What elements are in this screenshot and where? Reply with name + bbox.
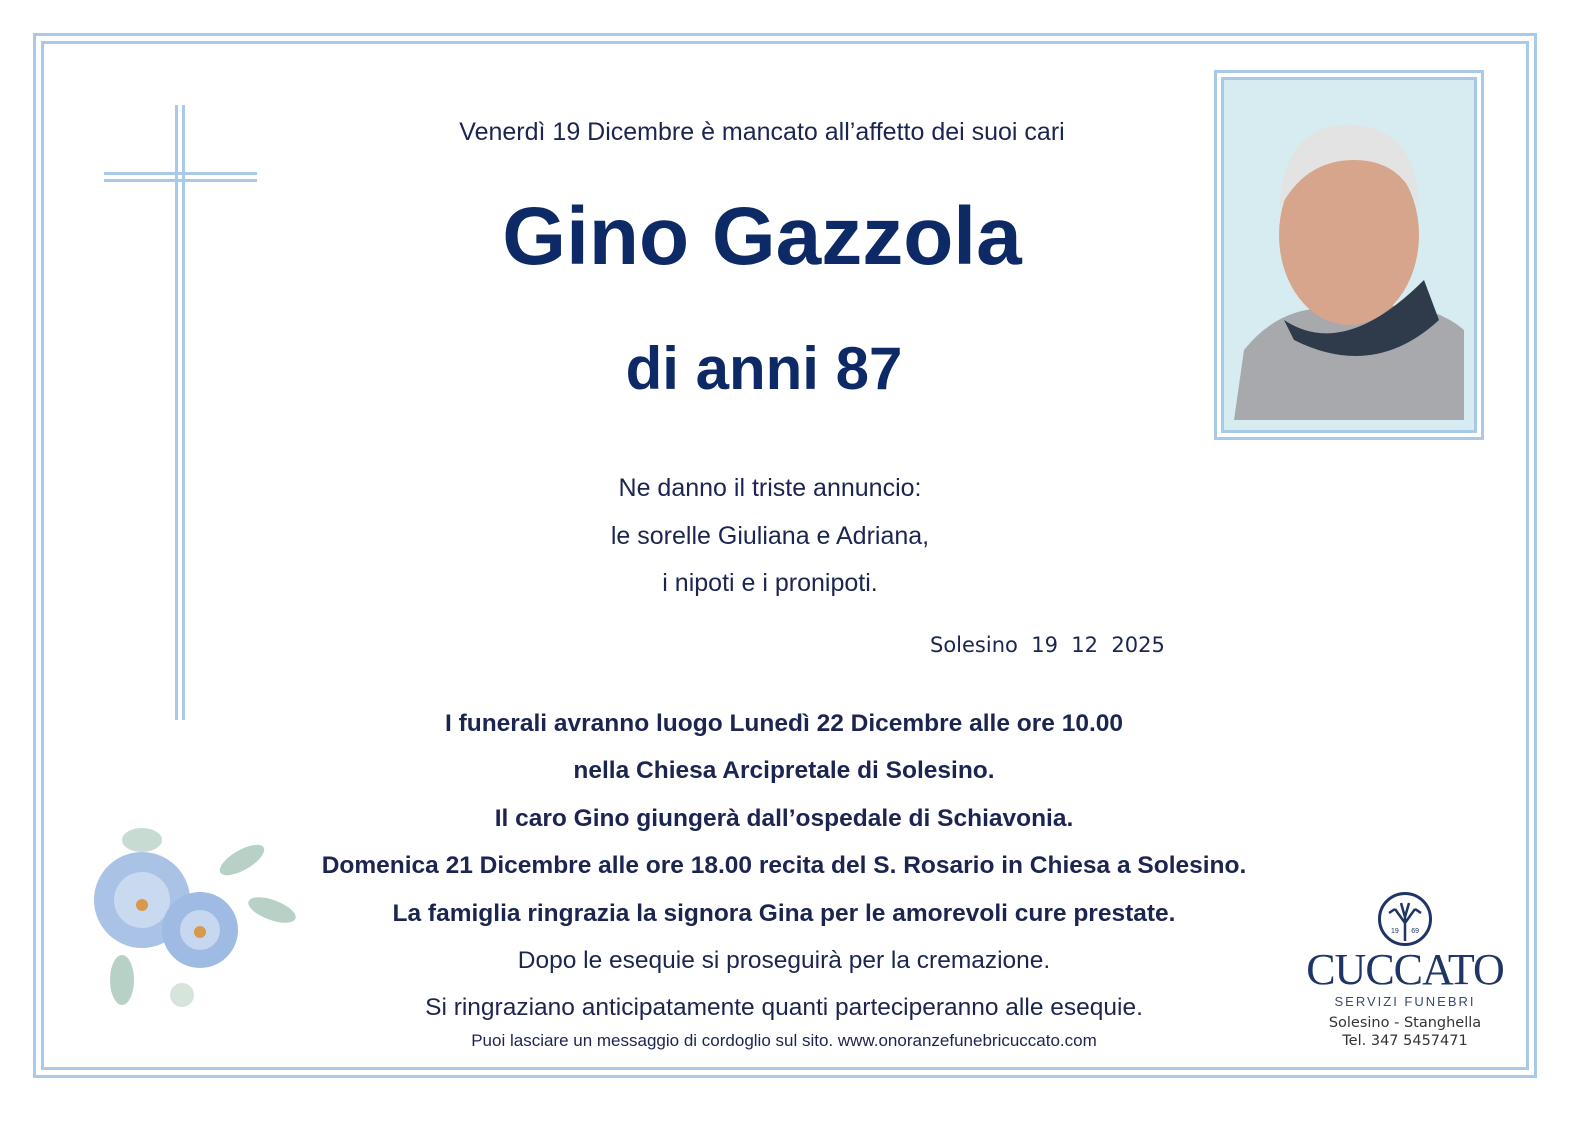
footer-message: Puoi lasciare un messaggio di cordoglio sul sito. www.onoranzefunebricuccato.com [471,1031,1097,1050]
flower-decoration [72,800,302,1020]
funeral-line: Dopo le esequie si proseguirà per la cremazione. [517,947,1051,975]
portrait-photo [1221,77,1477,433]
tree-logo-icon [1378,892,1432,946]
logo-phone: Tel. 347 5457471 [1342,1033,1468,1049]
funeral-line: I funerali avranno luogo Lunedì 22 Dicembre alle ore 10.00 [444,710,1124,737]
funeral-home-logo [1290,892,1520,1049]
logo-year-right: 69 [1411,928,1419,935]
logo-year-left: 19 [1391,928,1399,935]
announcement [0,465,1540,608]
place-date: Solesino 19 12 2025 [930,633,1165,657]
funeral-line: La famiglia ringrazia la signora Gina per le amorevoli cure prestate. [392,899,1176,927]
age: di anni 87 [625,335,903,402]
funeral-line: nella Chiesa Arcipretale di Solesino. [573,757,995,785]
deceased-name: Gino Gazzola [502,191,1022,282]
funeral-line: Il caro Gino giungerà dall’ospedale di Schiavonia. [494,804,1074,832]
portrait-frame [1214,70,1484,440]
announcement-line: i nipoti e i pronipoti. [662,569,878,597]
logo-location: Solesino - Stanghella [1328,1015,1482,1031]
announcement-line: le sorelle Giuliana e Adriana, [610,521,930,550]
funeral-line: Domenica 21 Dicembre alle ore 18.00 recita del S. Rosario in Chiesa a Solesino. [321,852,1247,880]
logo-name: CUCCATO [1306,945,1504,994]
funeral-line: Si ringraziano anticipatamente quanti parteciperanno alle esequie. [425,994,1143,1022]
intro-text: Venerdì 19 Dicembre è mancato all’affetto dei suoi cari [459,118,1065,146]
logo-subtitle: SERVIZI FUNEBRI [1334,994,1476,1009]
announcement-line: Ne danno il triste annuncio: [618,474,922,502]
